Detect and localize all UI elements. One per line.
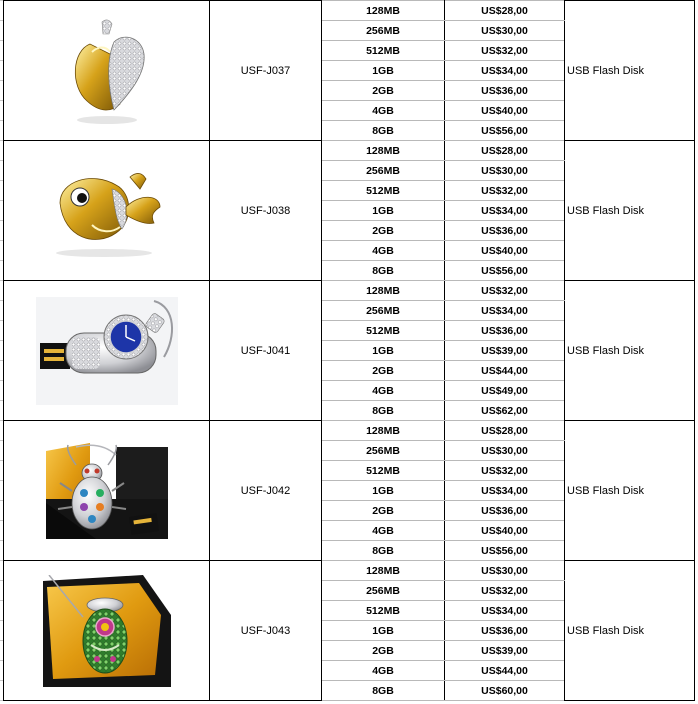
price-cell: US$36,00 — [445, 221, 565, 241]
capacity-cell: 8GB — [322, 401, 445, 421]
product-code: USF-J038 — [210, 141, 322, 281]
capacity-cell: 128MB — [322, 561, 445, 581]
capacity-cell: 128MB — [322, 281, 445, 301]
capacity-cell: 256MB — [322, 441, 445, 461]
jeweled-egg-usb-drive — [4, 575, 209, 687]
capacity-cell: 128MB — [322, 1, 445, 21]
gold-heart-usb-drive — [4, 16, 209, 126]
price-cell: US$28,00 — [445, 141, 565, 161]
price-cell: US$36,00 — [445, 81, 565, 101]
capacity-cell: 128MB — [322, 421, 445, 441]
price-cell: US$62,00 — [445, 401, 565, 421]
price-cell: US$44,00 — [445, 661, 565, 681]
beetle-usb-drive — [4, 443, 209, 539]
price-cell: US$36,00 — [445, 501, 565, 521]
product-code: USF-J037 — [210, 1, 322, 141]
capacity-cell: 2GB — [322, 81, 445, 101]
table-row — [4, 281, 695, 301]
capacity-cell: 2GB — [322, 361, 445, 381]
price-cell: US$56,00 — [445, 121, 565, 141]
price-cell: US$39,00 — [445, 641, 565, 661]
price-cell: US$44,00 — [445, 361, 565, 381]
product-code: USF-J041 — [210, 281, 322, 421]
product-description: USB Flash Disk — [565, 561, 695, 701]
capacity-cell: 4GB — [322, 661, 445, 681]
product-image-cell — [4, 141, 210, 281]
product-image-cell — [4, 281, 210, 421]
capacity-cell: 1GB — [322, 61, 445, 81]
capacity-cell: 256MB — [322, 161, 445, 181]
capacity-cell: 8GB — [322, 261, 445, 281]
table-row — [4, 141, 695, 161]
price-cell: US$60,00 — [445, 681, 565, 701]
price-cell: US$30,00 — [445, 561, 565, 581]
capacity-cell: 8GB — [322, 541, 445, 561]
product-description: USB Flash Disk — [565, 281, 695, 421]
price-cell: US$56,00 — [445, 541, 565, 561]
capacity-cell: 1GB — [322, 481, 445, 501]
product-description: USB Flash Disk — [565, 421, 695, 561]
table-row — [4, 561, 695, 581]
capacity-cell: 4GB — [322, 521, 445, 541]
watch-usb-drive — [4, 297, 209, 405]
capacity-cell: 512MB — [322, 41, 445, 61]
capacity-cell: 2GB — [322, 501, 445, 521]
price-cell: US$36,00 — [445, 621, 565, 641]
price-cell: US$34,00 — [445, 481, 565, 501]
price-cell: US$32,00 — [445, 461, 565, 481]
price-cell: US$49,00 — [445, 381, 565, 401]
price-table — [3, 0, 695, 701]
price-cell: US$32,00 — [445, 181, 565, 201]
capacity-cell: 2GB — [322, 641, 445, 661]
capacity-cell: 1GB — [322, 201, 445, 221]
price-cell: US$56,00 — [445, 261, 565, 281]
price-table-body — [4, 1, 695, 701]
price-cell: US$34,00 — [445, 601, 565, 621]
price-cell: US$30,00 — [445, 161, 565, 181]
price-cell: US$40,00 — [445, 241, 565, 261]
capacity-cell: 256MB — [322, 21, 445, 41]
capacity-cell: 256MB — [322, 301, 445, 321]
table-row — [4, 421, 695, 441]
product-image-cell — [4, 561, 210, 701]
capacity-cell: 512MB — [322, 461, 445, 481]
product-image-cell — [4, 1, 210, 141]
capacity-cell: 1GB — [322, 621, 445, 641]
price-cell: US$40,00 — [445, 521, 565, 541]
capacity-cell: 8GB — [322, 681, 445, 701]
capacity-cell: 2GB — [322, 221, 445, 241]
product-description: USB Flash Disk — [565, 141, 695, 281]
price-cell: US$30,00 — [445, 441, 565, 461]
product-code: USF-J042 — [210, 421, 322, 561]
capacity-cell: 4GB — [322, 101, 445, 121]
gold-fish-usb-drive — [4, 163, 209, 259]
price-cell: US$32,00 — [445, 41, 565, 61]
capacity-cell: 8GB — [322, 121, 445, 141]
price-cell: US$36,00 — [445, 321, 565, 341]
price-cell: US$30,00 — [445, 21, 565, 41]
table-row — [4, 1, 695, 21]
price-cell: US$28,00 — [445, 421, 565, 441]
price-cell: US$34,00 — [445, 201, 565, 221]
capacity-cell: 512MB — [322, 321, 445, 341]
price-cell: US$34,00 — [445, 301, 565, 321]
price-cell: US$32,00 — [445, 581, 565, 601]
capacity-cell: 4GB — [322, 381, 445, 401]
capacity-cell: 512MB — [322, 601, 445, 621]
price-cell: US$40,00 — [445, 101, 565, 121]
price-cell: US$28,00 — [445, 1, 565, 21]
capacity-cell: 256MB — [322, 581, 445, 601]
capacity-cell: 512MB — [322, 181, 445, 201]
capacity-cell: 1GB — [322, 341, 445, 361]
price-cell: US$39,00 — [445, 341, 565, 361]
product-code: USF-J043 — [210, 561, 322, 701]
product-description: USB Flash Disk — [565, 1, 695, 141]
price-cell: US$32,00 — [445, 281, 565, 301]
capacity-cell: 128MB — [322, 141, 445, 161]
capacity-cell: 4GB — [322, 241, 445, 261]
price-cell: US$34,00 — [445, 61, 565, 81]
product-image-cell — [4, 421, 210, 561]
